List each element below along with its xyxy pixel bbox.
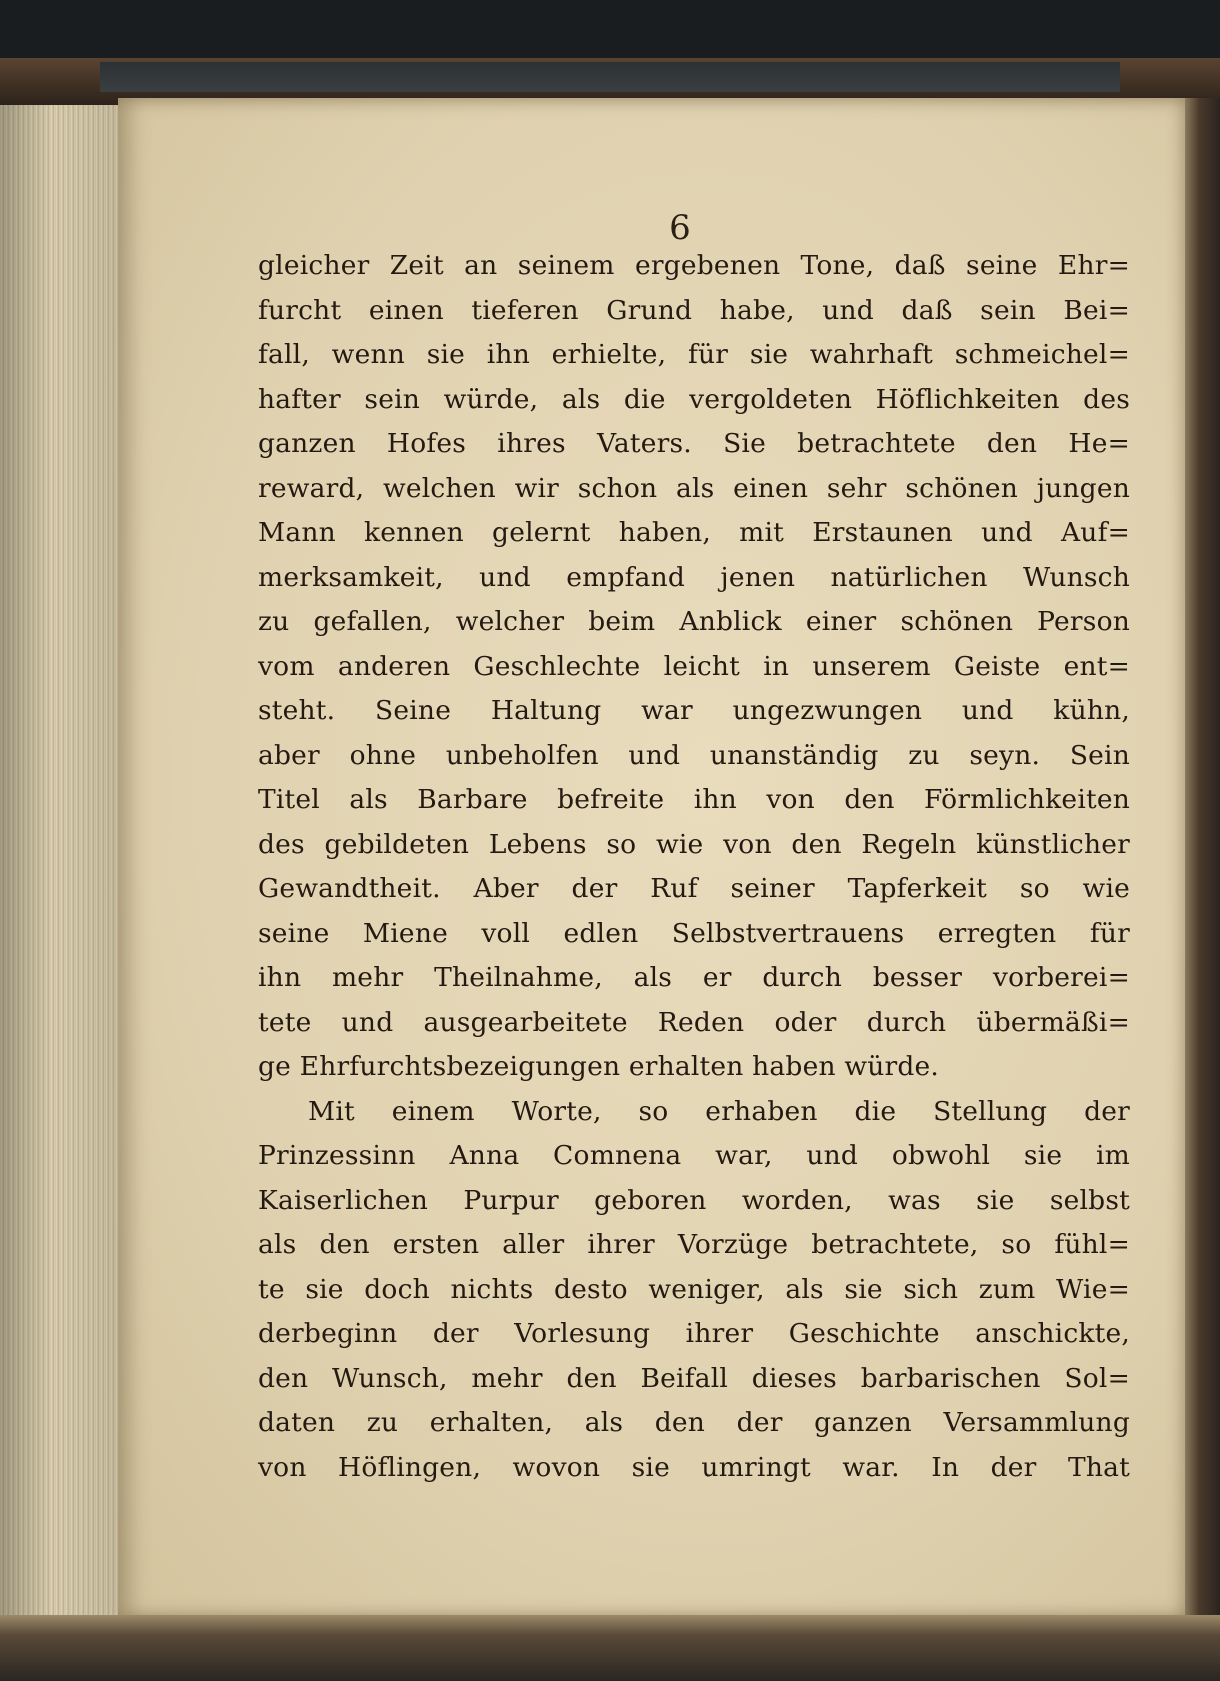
text-line: Kaiserlichen Purpur geboren worden, was sie selbst bbox=[258, 1184, 1130, 1216]
text-line: als den ersten aller ihrer Vorzüge betrachtete, so fühl= bbox=[258, 1229, 1130, 1260]
text-line: tete und ausgearbeitete Reden oder durch übermäßi= bbox=[258, 1006, 1130, 1038]
text-line: Titel als Barbare befreite ihn von den Förmlichkeiten bbox=[258, 784, 1130, 815]
book-bottom-edge bbox=[0, 1615, 1220, 1681]
text-line: Prinzessinn Anna Comnena war, und obwohl sie im bbox=[258, 1140, 1130, 1171]
text-line: te sie doch nichts desto weniger, als sie sich zum Wie= bbox=[258, 1273, 1130, 1305]
scan-background-top bbox=[0, 0, 1220, 62]
text-line: des gebildeten Lebens so wie von den Regeln künstlicher bbox=[258, 828, 1130, 860]
text-line: Gewandtheit. Aber der Ruf seiner Tapferkeit so wie bbox=[258, 873, 1130, 904]
text-line: steht. Seine Haltung war ungezwungen und kühn, bbox=[258, 695, 1130, 726]
text-line: Mann kennen gelernt haben, mit Erstaunen und Auf= bbox=[258, 517, 1130, 548]
text-line: vom anderen Geschlechte leicht in unserem Geiste ent= bbox=[258, 650, 1130, 682]
text-line: seine Miene voll edlen Selbstvertrauens erregten für bbox=[258, 917, 1130, 949]
page-stack-shadow bbox=[0, 105, 130, 1645]
text-line: von Höflingen, wovon sie umringt war. In der That bbox=[258, 1451, 1130, 1483]
book-spine-shadow bbox=[100, 62, 1120, 92]
text-line: daten zu erhalten, als den der ganzen Versammlung bbox=[258, 1407, 1130, 1438]
text-line: reward, welchen wir schon als einen sehr schönen jungen bbox=[258, 472, 1130, 504]
text-line: zu gefallen, welcher beim Anblick einer schönen Person bbox=[258, 606, 1130, 637]
text-line: den Wunsch, mehr den Beifall dieses barbarischen Sol= bbox=[258, 1362, 1130, 1394]
book-right-edge bbox=[1185, 98, 1220, 1658]
text-line-paragraph-end: ge Ehrfurchtsbezeigungen erhalten haben würde. bbox=[258, 1051, 940, 1082]
text-line: furcht einen tieferen Grund habe, und daß sein Bei= bbox=[258, 294, 1130, 326]
text-line: ganzen Hofes ihres Vaters. Sie betrachtete den He= bbox=[258, 428, 1130, 459]
page-text bbox=[258, 244, 1130, 1490]
page-number: 6 bbox=[669, 208, 691, 248]
text-line: ihn mehr Theilnahme, als er durch besser vorberei= bbox=[258, 962, 1130, 993]
text-line-paragraph-start: Mit einem Worte, so erhaben die Stellung der bbox=[308, 1095, 1130, 1127]
text-line: derbeginn der Vorlesung ihrer Geschichte anschickte, bbox=[258, 1318, 1130, 1349]
text-line: merksamkeit, und empfand jenen natürlichen Wunsch bbox=[258, 561, 1130, 593]
text-line: hafter sein würde, als die vergoldeten Höflichkeiten des bbox=[258, 383, 1130, 415]
text-line: aber ohne unbeholfen und unanständig zu seyn. Sein bbox=[258, 739, 1130, 771]
text-line: fall, wenn sie ihn erhielte, für sie wahrhaft schmeichel= bbox=[258, 339, 1130, 370]
text-line: gleicher Zeit an seinem ergebenen Tone, daß seine Ehr= bbox=[258, 250, 1130, 281]
